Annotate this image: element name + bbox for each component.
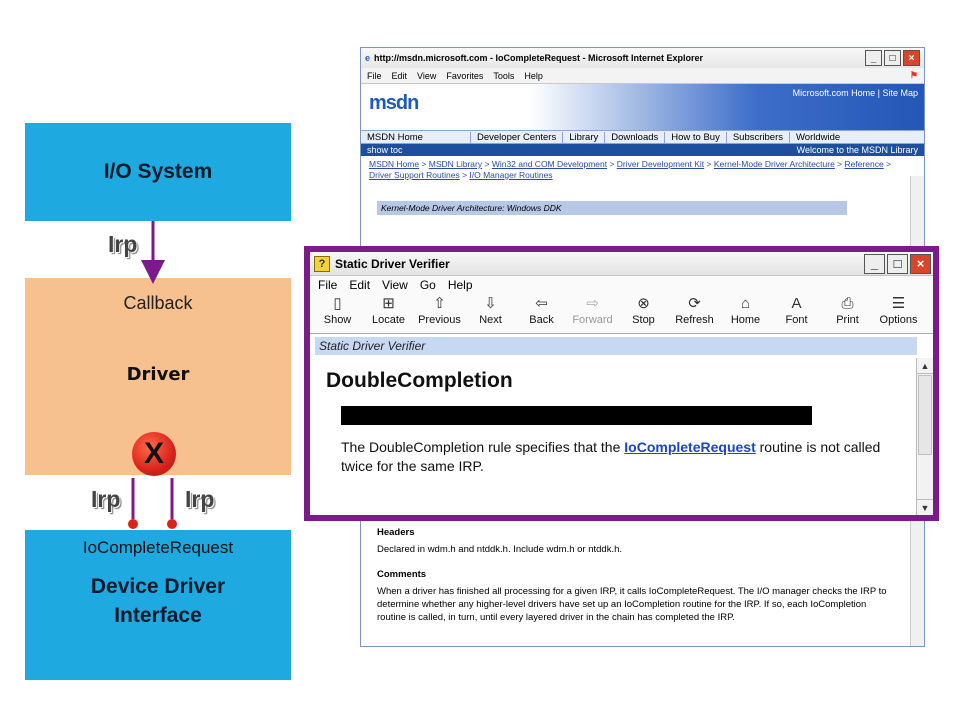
ie-doc-content	[377, 526, 897, 630]
driver-label: Driver	[126, 364, 190, 385]
ddi-label-line1: Device Driver	[90, 575, 226, 598]
minimize-icon[interactable]: _	[865, 50, 882, 66]
nav-developer-centers[interactable]: Developer Centers	[471, 132, 563, 143]
sdv-menubar	[310, 276, 933, 294]
font-icon: A	[791, 295, 802, 312]
breadcrumb-item[interactable]: Kernel-Mode Driver Architecture	[713, 159, 835, 169]
ddi-label	[91, 572, 225, 630]
toolbar-button-label: Print	[836, 314, 859, 326]
scroll-up-icon[interactable]: ▲	[917, 358, 933, 374]
breadcrumb-item[interactable]: MSDN Home	[369, 159, 420, 169]
toolbar-button-label: Forward	[572, 314, 613, 326]
ie-title: http://msdn.microsoft.com - IoCompleteRequest - Microsoft Internet Explorer	[374, 53, 704, 63]
toolbar-button-print[interactable]	[822, 294, 873, 332]
comments-heading: Comments	[377, 569, 427, 580]
ie-menu-edit[interactable]: Edit	[391, 70, 408, 81]
toolbar-button-refresh[interactable]	[669, 294, 720, 332]
ie-icon: e	[365, 53, 371, 63]
msdn-navbar	[361, 130, 924, 144]
nav-how-to-buy[interactable]: How to Buy	[665, 132, 727, 143]
toolbar-button-label: Stop	[632, 314, 655, 326]
callback-label: Callback	[123, 293, 193, 313]
toolbar-button-font[interactable]	[771, 294, 822, 332]
down-arrow-icon: ⇩	[484, 295, 497, 312]
sdv-scrollbar[interactable]	[916, 358, 933, 515]
headers-heading: Headers	[377, 527, 415, 538]
doc-subtitle: Kernel-Mode Driver Architecture: Windows DDK	[377, 201, 847, 215]
sdv-window-controls	[864, 254, 931, 274]
msdn-logo[interactable]	[369, 92, 418, 115]
irp-endpoint-left	[128, 519, 138, 529]
close-icon[interactable]: ×	[903, 50, 920, 66]
toolbar-button-label: Show	[323, 314, 352, 326]
sdv-menu-go[interactable]: Go	[419, 278, 436, 292]
rule-description-text-end: routine is not called twice for the same IRP.	[341, 439, 881, 474]
ie-menubar	[361, 68, 924, 84]
toolbar-button-label: Previous	[418, 314, 461, 326]
sdv-menu-file[interactable]: File	[318, 278, 338, 292]
breadcrumb-item[interactable]: Win32 and COM Development	[491, 159, 608, 169]
sdv-menu-edit[interactable]: Edit	[349, 278, 371, 292]
scroll-thumb[interactable]	[918, 375, 932, 455]
back-arrow-icon: ⇦	[535, 295, 548, 312]
rule-description	[341, 438, 901, 476]
sdv-highlight-frame	[304, 246, 939, 521]
iocompleterequest-label: IoCompleteRequest	[82, 538, 234, 557]
toolbar-button-forward[interactable]	[567, 294, 618, 332]
rule-description-text: The DoubleCompletion rule specifies that the	[341, 439, 625, 455]
toolbar-button-previous[interactable]	[414, 294, 465, 332]
home-icon: ⌂	[740, 295, 751, 312]
toolbar-button-next[interactable]	[465, 294, 516, 332]
toolbar-button-label: Home	[730, 314, 761, 326]
ie-menu-help[interactable]: Help	[524, 70, 543, 81]
close-icon[interactable]: ×	[910, 254, 931, 274]
maximize-icon[interactable]: □	[884, 50, 901, 66]
comments-text: When a driver has finished all processing for a given IRP, it calls IoCompleteRequest. The I/O manager checks the IRP to determine whether any higher-level drivers have set up an IoCompletion routine for the IRP. If so, each IoCompletion routine is called, in turn, until every layered driver in the chain has completed the IRP.	[377, 586, 887, 623]
irp-endpoint-right	[167, 519, 177, 529]
nav-subscribers[interactable]: Subscribers	[727, 132, 790, 143]
stop-icon: ⊗	[637, 295, 650, 312]
options-icon: ☰	[891, 295, 906, 312]
maximize-icon[interactable]: □	[887, 254, 908, 274]
nav-library[interactable]: Library	[563, 132, 605, 143]
windows-flag-icon: ⚑	[909, 70, 918, 80]
msdn-logo-text: msdn	[369, 92, 419, 114]
msdn-banner	[361, 84, 924, 130]
toolbar-button-label: Next	[479, 314, 502, 326]
breadcrumb-item[interactable]: Driver Development Kit	[616, 159, 705, 169]
redaction-bar	[341, 406, 812, 425]
show-toc-link[interactable]: show toc	[367, 145, 403, 155]
io-system-label: I/O System	[103, 160, 213, 183]
device-driver-interface-box	[25, 530, 291, 680]
scroll-down-icon[interactable]: ▼	[917, 499, 933, 515]
locate-icon: ⊞	[382, 295, 395, 312]
ms-top-links[interactable]: Microsoft.com Home | Site Map	[792, 88, 918, 98]
sdv-window	[310, 252, 933, 515]
ie-menu-favorites[interactable]: Favorites	[446, 70, 484, 81]
breadcrumb-item[interactable]: Driver Support Routines	[369, 170, 460, 180]
error-mark: X	[143, 437, 164, 470]
irp-label-right: Irp	[185, 486, 215, 512]
ddi-label-line2: Interface	[114, 604, 202, 627]
iocompleterequest-link[interactable]: IoCompleteRequest	[624, 439, 756, 455]
sdv-title: Static Driver Verifier	[335, 256, 450, 271]
toolbar-button-label: Font	[785, 314, 808, 326]
nav-msdn-home[interactable]: MSDN Home	[361, 132, 471, 143]
ie-menu-view[interactable]: View	[417, 70, 437, 81]
headers-text: Declared in wdm.h and ntddk.h. Include wdm.h or ntddk.h.	[377, 544, 623, 555]
toolbar-button-label: Back	[529, 314, 554, 326]
toolbar-button-show[interactable]	[312, 294, 363, 332]
toolbar-button-stop[interactable]	[618, 294, 669, 332]
sdv-pane-title: Static Driver Verifier	[315, 337, 917, 355]
sdv-toolbar	[310, 294, 933, 334]
irp-label-top: Irp	[108, 231, 138, 257]
irp-label-left: Irp	[91, 486, 121, 512]
print-icon: ⎙	[841, 295, 854, 312]
sdv-menu-view[interactable]: View	[382, 278, 408, 292]
nav-downloads[interactable]: Downloads	[605, 132, 665, 143]
up-arrow-icon: ⇧	[433, 295, 446, 312]
rule-heading: DoubleCompletion	[326, 369, 513, 392]
breadcrumb-item[interactable]: I/O Manager Routines	[469, 170, 553, 180]
toc-bar	[361, 144, 924, 156]
toolbar-button-home[interactable]	[720, 294, 771, 332]
toolbar-button-label: Refresh	[675, 314, 714, 326]
toolbar-button-options[interactable]	[873, 294, 924, 332]
help-book-icon: ?	[314, 256, 330, 272]
io-system-box	[25, 123, 291, 221]
sdv-menu-help[interactable]: Help	[447, 278, 473, 292]
toolbar-button-locate[interactable]	[363, 294, 414, 332]
welcome-text: Welcome to the MSDN Library	[796, 145, 918, 155]
breadcrumb-item[interactable]: MSDN Library	[428, 159, 483, 169]
show-icon: ▯	[333, 295, 342, 312]
sdv-titlebar	[310, 252, 933, 276]
minimize-icon[interactable]: _	[864, 254, 885, 274]
nav-worldwide[interactable]: Worldwide	[796, 131, 841, 143]
breadcrumb: MSDN Home > MSDN Library > Win32 and COM Development > Driver Development Kit > Kernel-Mode Driver Architecture > Reference > Driver Support Routines > I/O Manager Routines	[369, 159, 892, 180]
refresh-icon: ⟳	[688, 295, 701, 312]
forward-arrow-icon: ⇨	[586, 295, 599, 312]
breadcrumb-item[interactable]: Reference	[844, 159, 884, 169]
toolbar-button-back[interactable]	[516, 294, 567, 332]
toolbar-button-label: Options	[879, 314, 918, 326]
toolbar-button-label: Locate	[371, 314, 406, 326]
ie-menu-tools[interactable]: Tools	[493, 70, 515, 81]
error-x-icon	[132, 432, 176, 476]
ie-window-controls	[865, 50, 920, 66]
ie-titlebar	[361, 48, 924, 68]
ie-menu-file[interactable]: File	[367, 70, 382, 81]
